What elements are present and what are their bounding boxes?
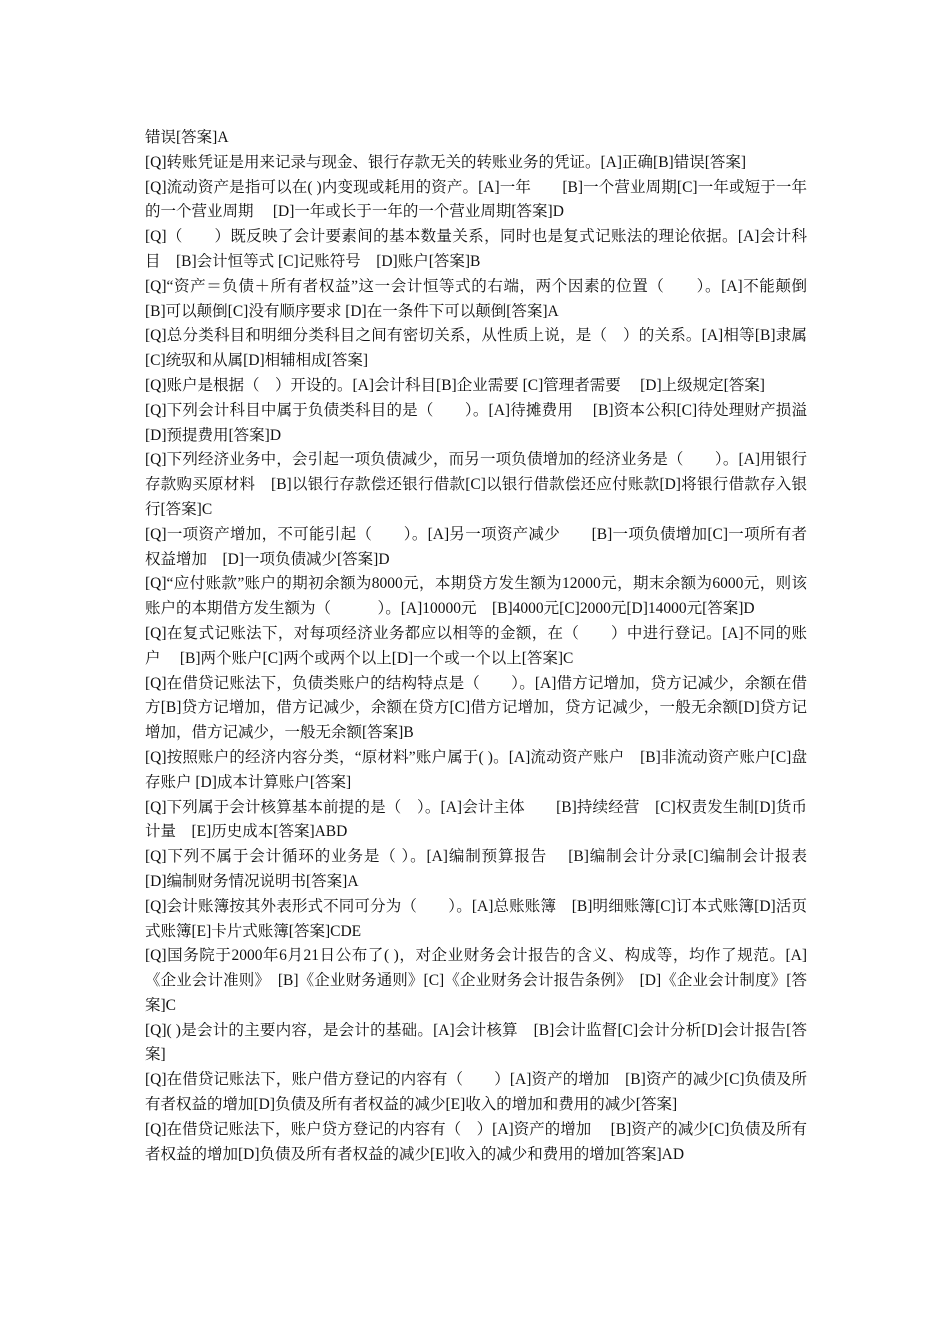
question-paragraph: [Q]下列经济业务中，会引起一项负债减少，而另一项负债增加的经济业务是（ ）。[A]用银行存款购买原材料 [B]以银行存款偿还银行借款[C]以银行借款偿还应付账款[D]将银行借款存入银行[答案]C — [145, 451, 807, 518]
question-paragraph: [Q]下列会计科目中属于负债类科目的是（ ）。[A]待摊费用 [B]资本公积[C]待处理财产损溢 [D]预提费用[答案]D — [145, 401, 827, 444]
question-paragraph: [Q]会计账簿按其外表形式不同可分为（ ）。[A]总账账簿 [B]明细账簿[C]订本式账簿[D]活页式账簿[E]卡片式账簿[答案]CDE — [145, 897, 807, 940]
question-paragraph: [Q]在借贷记账法下，账户贷方登记的内容有（ ）[A]资产的增加 [B]资产的减少[C]负债及所有者权益的增加[D]负债及所有者权益的减少[E]收入的减少和费用的增加[答案]AD — [145, 1120, 807, 1163]
question-paragraph: [Q]转账凭证是用来记录与现金、银行存款无关的转账业务的凭证。[A]正确[B]错误[答案] — [145, 153, 747, 171]
question-paragraph: [Q]“应付账款”账户的期初余额为8000元，本期贷方发生额为12000元，期末余额为6000元，则该账户的本期借方发生额为（ ）。[A]10000元 [B]4000元[C]2000元[D]14000元[答案]D — [145, 575, 807, 618]
question-paragraph: [Q]下列属于会计核算基本前提的是（ ）。[A]会计主体 [B]持续经营 [C]权责发生制[D]货币计量 [E]历史成本[答案]ABD — [145, 798, 807, 841]
question-paragraph: [Q]按照账户的经济内容分类，“原材料”账户属于( )。[A]流动资产账户 [B]非流动资产账户[C]盘存账户 [D]成本计算账户[答案] — [145, 748, 807, 791]
question-paragraph: [Q]在借贷记账法下，负债类账户的结构特点是（ ）。[A]借方记增加，贷方记减少，余额在借方[B]贷方记增加，借方记减少，余额在贷方[C]借方记增加，贷方记减少，一般无余额[D]贷方记增加，借方记减少，一般无余额[答案]B — [145, 674, 807, 742]
question-paragraph: [Q]总分类科目和明细分类科目之间有密切关系，从性质上说，是（ ）的关系。[A]相等[B]隶属 [C]统驭和从属[D]相辅相成[答案] — [145, 327, 811, 370]
question-paragraph: [Q]( )是会计的主要内容，是会计的基础。[A]会计核算 [B]会计监督[C]会计分析[D]会计报告[答案] — [145, 1021, 807, 1064]
question-paragraph: [Q]（ ）既反映了会计要素间的基本数量关系，同时也是复式记账法的理论依据。[A]会计科目 [B]会计恒等式 [C]记账符号 [D]账户[答案]B — [145, 228, 807, 270]
question-paragraph: [Q]一项资产增加，不可能引起（ ）。[A]另一项资产减少 [B]一项负债增加[C]一项所有者权益增加 [D]一项负债减少[答案]D — [145, 525, 807, 568]
question-paragraph: [Q]“资产＝负债＋所有者权益”这一会计恒等式的右端，两个因素的位置（ ）。[A]不能颠倒 [B]可以颠倒[C]没有顺序要求 [D]在一条件下可以颠倒[答案]A — [145, 277, 827, 320]
question-paragraph: [Q]在借贷记账法下，账户借方登记的内容有（ ）[A]资产的增加 [B]资产的减少[C]负债及所有者权益的增加[D]负债及所有者权益的减少[E]收入的增加和费用的减少[答案] — [145, 1071, 807, 1114]
question-list — [145, 126, 827, 1167]
question-paragraph: 错误[答案]A — [145, 129, 229, 146]
question-paragraph: [Q]账户是根据（ ）开设的。[A]会计科目[B]企业需要 [C]管理者需要 [D]上级规定[答案] — [145, 376, 765, 394]
question-paragraph: [Q]在复式记账法下，对每项经济业务都应以相等的金额，在（ ）中进行登记。[A]不同的账户 [B]两个账户[C]两个或两个以上[D]一个或一个以上[答案]C — [145, 624, 807, 667]
question-paragraph: [Q]下列不属于会计循环的业务是（ ）。[A]编制预算报告 [B]编制会计分录[C]编制会计报表 [D]编制财务情况说明书[答案]A — [145, 848, 827, 890]
question-paragraph: [Q]流动资产是指可以在( )内变现或耗用的资产。[A]一年 [B]一个营业周期[C]一年或短于一年的一个营业周期 [D]一年或长于一年的一个营业周期[答案]D — [145, 178, 807, 221]
question-paragraph: [Q]国务院于2000年6月21日公布了( )，对企业财务会计报告的含义、构成等，均作了规范。[A]《企业会计准则》 [B]《企业财务通则》[C]《企业财务会计报告条例》 [D]《企业会计制度》[答案]C — [145, 947, 807, 1014]
